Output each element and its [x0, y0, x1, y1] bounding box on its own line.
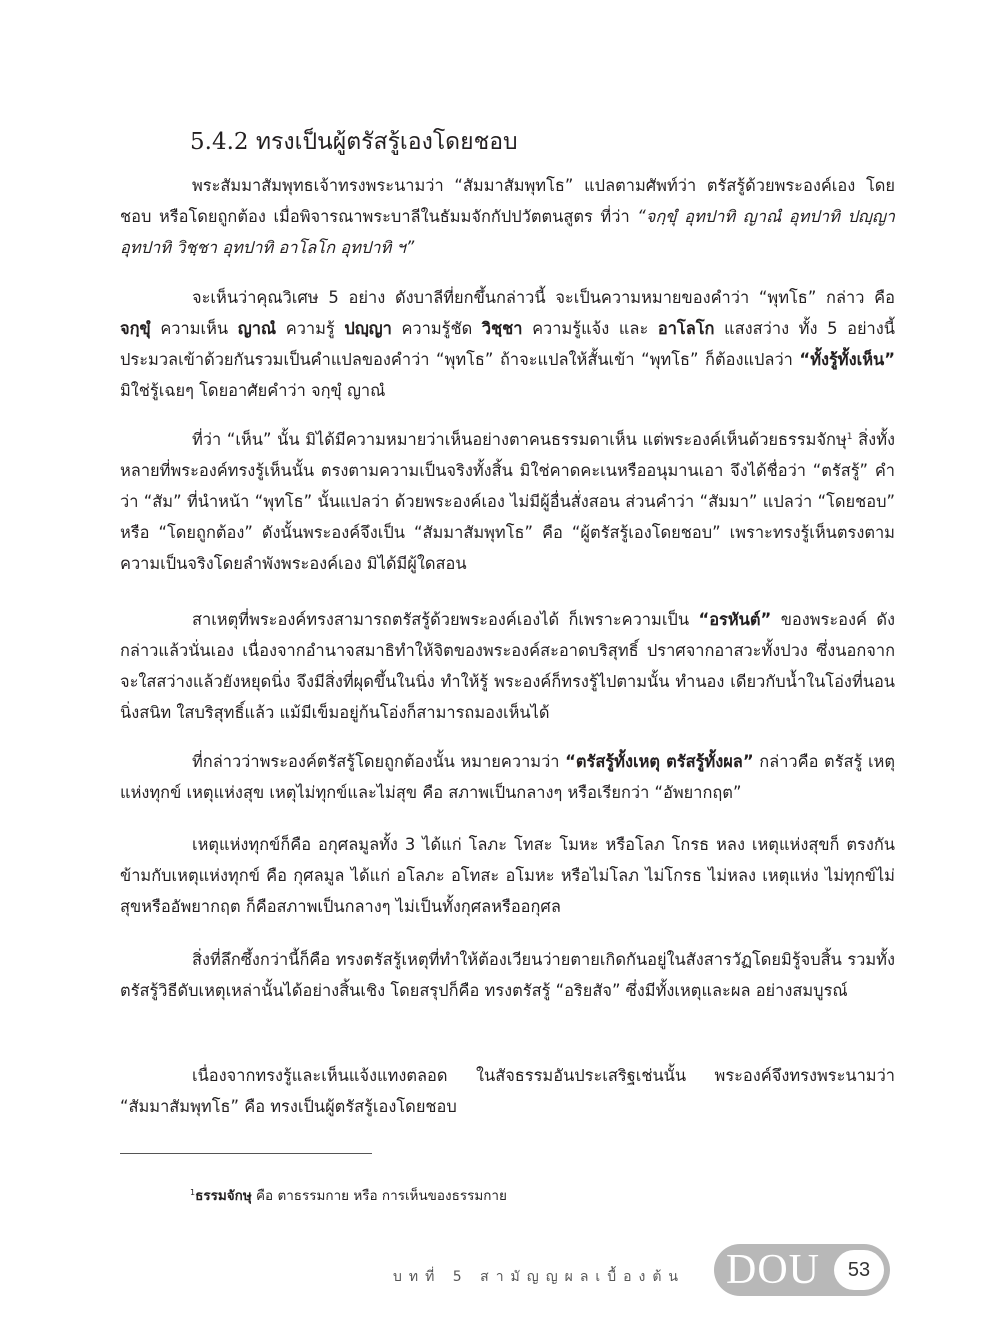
section-heading: 5.4.2 ทรงเป็นผู้ตรัสรู้เองโดยชอบ	[190, 129, 518, 155]
p8-text: เนื่องจากทรงรู้และเห็นแจ้งแทงตลอด ในสัจธรรมอันประเสริฐเช่นนั้น พระองค์จึงทรงพระนามว่า “สัมมาสัมพุทโธ” คือ ทรงเป็นผู้ตรัสรู้เองโดยชอบ	[120, 1066, 895, 1116]
p2-text-1: จะเห็นว่าคุณวิเศษ 5 อย่าง ดังบาลีที่ยกขึ้นกล่าวนี้ จะเป็นความหมายของคำว่า “พุทโธ” กล่าว คือ	[192, 288, 895, 307]
p2-text-6: แสงสว่าง ทั้ง 5 อย่างนี้ ประมวลเข้าด้วยกันรวมเป็นคำแปลของคำว่า “พุทโธ” ถ้าจะแปลให้สั้นเข้า “พุทโธ” ก็ต้องแปลว่า	[120, 319, 895, 369]
paragraph-2	[120, 282, 895, 406]
footnote-marker: 1	[190, 1188, 196, 1197]
footnote	[190, 1184, 507, 1206]
p2-text-4: ความรู้ชัด	[391, 319, 482, 338]
footnote-ref: 1	[846, 432, 853, 442]
p2-bold-6: “ทั้งรู้ทั้งเห็น”	[799, 350, 895, 369]
p4-bold-1: “อรหันต์”	[698, 610, 772, 629]
p3-text-2: สิ่งทั้งหลายที่พระองค์ทรงรู้เห็นนั้น ตรงตามความเป็นจริงทั้งสิ้น มิใช่คาดคะเนหรืออนุมานเอา จึงได้ชื่อว่า “ตรัสรู้” คำว่า “สัม” ที่นำหน้า “พุทโธ” นั้นแปลว่า ด้วยพระองค์เอง ไม่มีผู้อื่นสั่งสอน ส่วนคำว่า “สัมมา” แปลว่า “โดยชอบ” หรือ “โดยถูกต้อง” ดังนั้นพระองค์จึงเป็น “สัมมาสัมพุทโธ” คือ “ผู้ตรัสรู้เองโดยชอบ” เพราะทรงรู้เห็นตรงตามความเป็นจริงโดยลำพังพระองค์เอง มิได้มีผู้ใดสอน	[120, 430, 895, 573]
paragraph-1	[120, 170, 895, 263]
p2-bold-4: วิชฺชา	[481, 319, 523, 338]
paragraph-6	[120, 829, 895, 922]
p6-text: เหตุแห่งทุกข์ก็คือ อกุศลมูลทั้ง 3 ได้แก่ โลภะ โทสะ โมหะ หรือโลภ โกรธ หลง เหตุแห่งสุขก็ ตรงกันข้ามกับเหตุแห่งทุกข์ คือ กุศลมูล ได้แก่ อโลภะ อโทสะ อโมหะ หรือไม่โลภ ไม่โกรธ ไม่หลง เหตุแห่ง ไม่ทุกข์ไม่สุขหรืออัพยากฤต ก็คือสภาพเป็นกลางๆ ไม่เป็นทั้งกุศลหรืออกุศล	[120, 835, 895, 916]
pali-quote: “จกฺขุํ อุทปาทิ ญาณํ อุทปาทิ ปญฺญา อุทปาทิ วิชฺชา อุทปาทิ อาโลโก อุทปาทิ ฯ”	[120, 207, 895, 257]
paragraph-4	[120, 604, 895, 728]
p2-text-7: มิใช่รู้เฉยๆ โดยอาศัยคำว่า จกฺขุํ ญาณํ	[120, 381, 386, 400]
p2-bold-5: อาโลโก	[657, 319, 715, 338]
paragraph-1-text: พระสัมมาสัมพุทธเจ้าทรงพระนามว่า “สัมมาสัมพุทโธ” แปลตามศัพท์ว่า ตรัสรู้ด้วยพระองค์เอง โดยชอบ หรือโดยถูกต้อง เมื่อพิจารณาพระบาลีในธัมมจักกัปปวัตตนสูตร ที่ว่า	[120, 176, 895, 226]
p5-text-2: กล่าวคือ ตรัสรู้ เหตุแห่งทุกข์ เหตุแห่งสุข เหตุไม่ทุกข์และไม่สุข คือ สภาพเป็นกลางๆ หรือเรียกว่า “อัพยากฤต”	[120, 752, 895, 802]
footnote-term: ธรรมจักษุ	[195, 1188, 252, 1204]
p2-text-2: ความเห็น	[150, 319, 238, 338]
p2-bold-1: จกฺขุํ	[120, 319, 151, 338]
paragraph-8	[120, 1060, 895, 1122]
p4-text-2: ของพระองค์ ดังกล่าวแล้วนั่นเอง เนื่องจากอำนาจสมาธิทำให้จิตของพระองค์สะอาดบริสุทธิ์ ปราศจากอาสวะทั้งปวง ซึ่งนอกจากจะใสสว่างแล้วยังหยุดนิ่ง จึงมีสิ่งที่ผุดขึ้นในนิ่ง ทำให้รู้ พระองค์ก็ทรงรู้ไปตามนั้น ทำนอง เดียวกับน้ำในโอ่งที่นอนนิ่งสนิท ใสบริสุทธิ์แล้ว แม้มีเข็มอยู่ก้นโอ่งก็สามารถมองเห็นได้	[120, 610, 896, 722]
p2-text-5: ความรู้แจ้ง และ	[522, 319, 658, 338]
p5-text-1: ที่กล่าวว่าพระองค์ตรัสรู้โดยถูกต้องนั้น หมายความว่า	[192, 752, 566, 771]
p2-bold-2: ญาณํ	[237, 319, 277, 338]
paragraph-7	[120, 944, 895, 1006]
p2-text-3: ความรู้	[276, 319, 345, 338]
paragraph-3	[120, 424, 895, 579]
page-badge	[714, 1244, 890, 1296]
p3-text-1: ที่ว่า “เห็น” นั้น มิได้มีความหมายว่าเห็นอย่างตาคนธรรมดาเห็น แต่พระองค์เห็นด้วยธรรมจักษุ	[192, 430, 847, 449]
p2-bold-3: ปญฺญา	[344, 319, 392, 338]
footnote-text: คือ ตาธรรมกาย หรือ การเห็นของธรรมกาย	[251, 1188, 507, 1204]
page-number: 53	[834, 1250, 884, 1290]
p4-text-1: สาเหตุที่พระองค์ทรงสามารถตรัสรู้ด้วยพระองค์เองได้ ก็เพราะความเป็น	[192, 610, 699, 629]
chapter-footer: บทที่ 5 สามัญญผลเบื้องต้น	[393, 1269, 686, 1285]
p5-bold-1: “ตรัสรู้ทั้งเหตุ ตรัสรู้ทั้งผล”	[565, 752, 754, 771]
footnote-divider	[120, 1153, 372, 1154]
p7-text: สิ่งที่ลึกซึ้งกว่านี้ก็คือ ทรงตรัสรู้เหตุที่ทำให้ต้องเวียนว่ายตายเกิดกันอยู่ในสังสารวัฏโดยมิรู้จบสิ้น รวมทั้งตรัสรู้วิธีดับเหตุเหล่านั้นได้อย่างสิ้นเชิง โดยสรุปก็คือ ทรงตรัสรู้ “อริยสัจ” ซึ่งมีทั้งเหตุและผล อย่างสมบูรณ์	[120, 950, 895, 1000]
paragraph-5	[120, 746, 895, 808]
dou-logo: DOU	[726, 1247, 820, 1293]
